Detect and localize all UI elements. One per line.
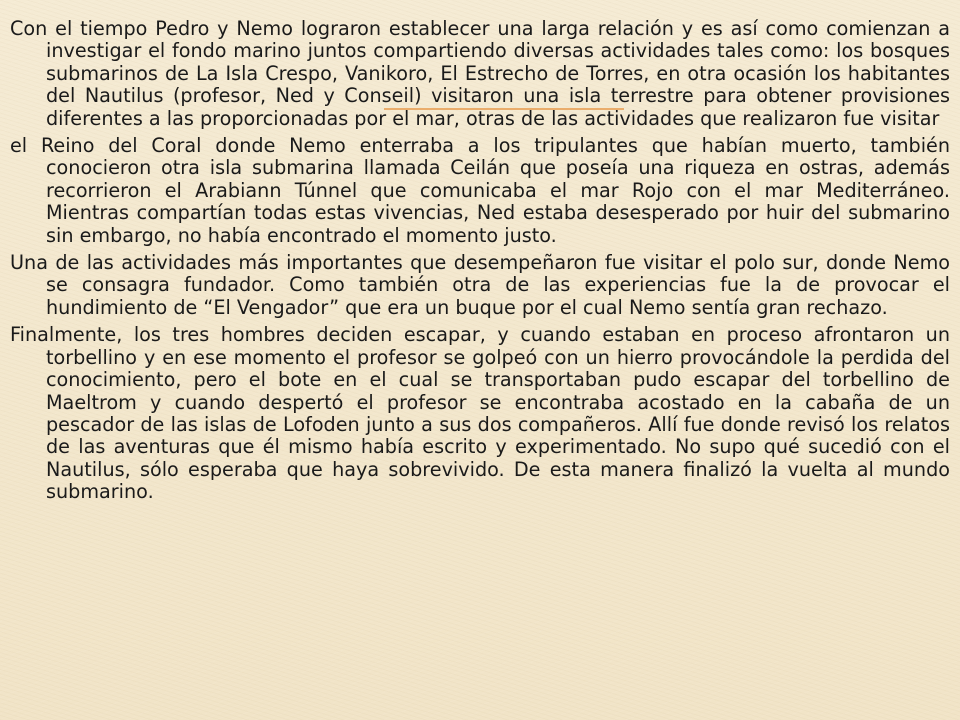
paragraph-2: el Reino del Coral donde Nemo enterraba a los tripulantes que habían muerto, también conocieron otra isla submarina llamada Ceilán que poseía una riqueza en ostras, además recorrieron el Arabiann Túnnel que comunicaba el mar Rojo con el mar Mediterráneo. Mientras compartían todas estas vivencias, Ned estaba desesperado por huir del submarino sin embargo, no había encontrado el momento justo. [10,134,950,247]
slide-body [10,18,950,509]
paragraph-1: Con el tiempo Pedro y Nemo lograron establecer una larga relación y es así como comienzan a investigar el fondo marino juntos compartiendo diversas actividades tales como: los bosques submarinos de La Isla Crespo, Vanikoro, El Estrecho de Torres, en otra ocasión los habitantes del Nautilus (profesor, Ned y Conseil) visitaron una isla terrestre para obtener provisiones diferentes a las proporcionadas por el mar, otras de las actividades que realizaron fue visitar [10,17,950,130]
paragraph-4: Finalmente, los tres hombres deciden escapar, y cuando estaban en proceso afrontaron un torbellino y en ese momento el profesor se golpeó con un hierro provocándole la perdida del conocimiento, pero el bote en el cual se transportaban pudo escapar del torbellino de Maeltrom y cuando despertó el profesor se encontraba acostado en la cabaña de un pescador de las islas de Lofoden junto a sus dos compañeros. Allí fue donde revisó los relatos de las aventuras que él mismo había escrito y experimentado. No supo qué sucedió con el Nautilus, sólo esperaba que haya sobrevivido. De esta manera finalizó la vuelta al mundo submarino. [10,323,950,504]
paragraph-3: Una de las actividades más importantes que desempeñaron fue visitar el polo sur, donde Nemo se consagra fundador. Como también otra de las experiencias fue la de provocar el hundimiento de “El Vengador” que era un buque por el cual Nemo sentía gran rechazo. [10,251,950,319]
